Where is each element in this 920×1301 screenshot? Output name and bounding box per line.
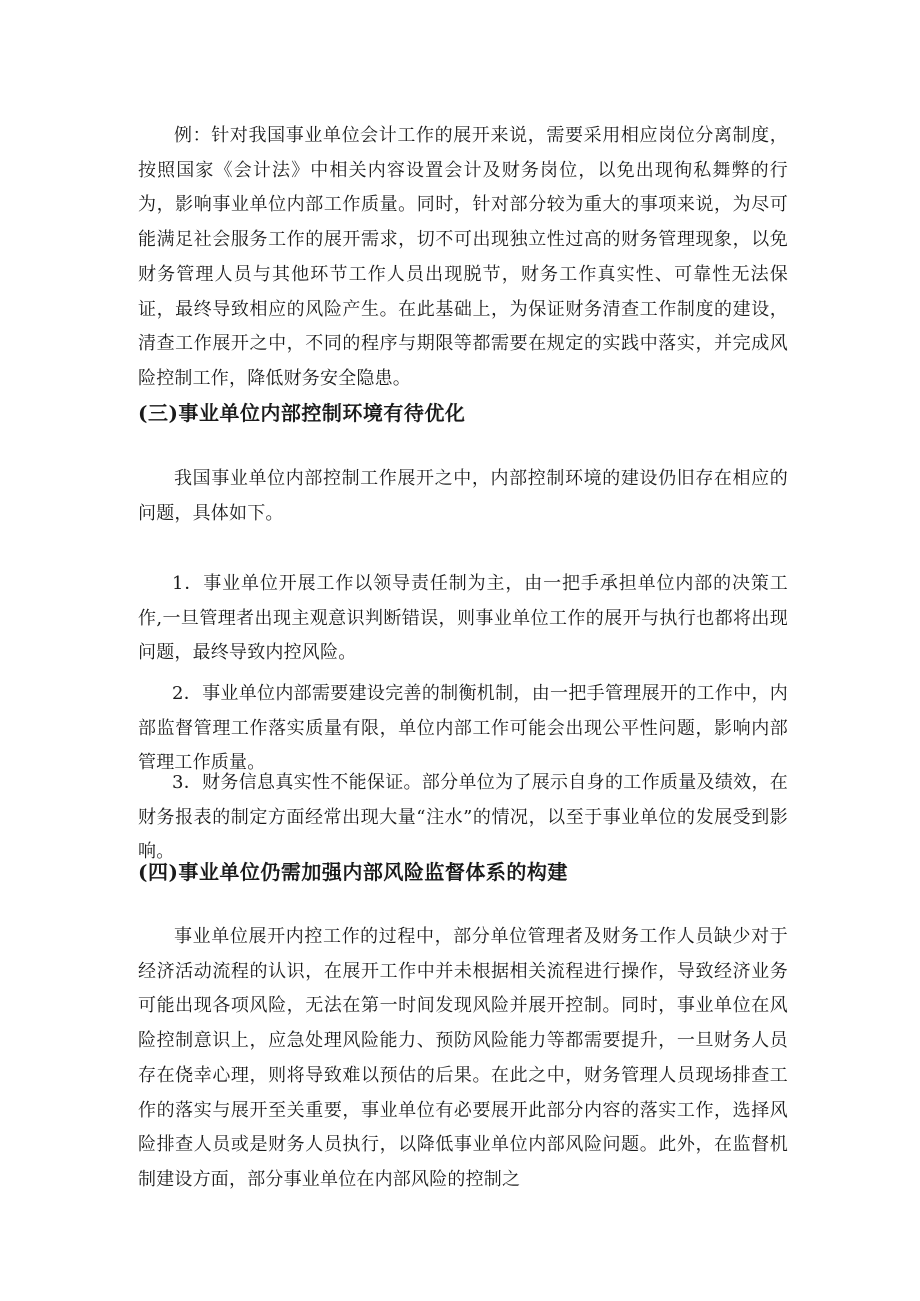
list-item-3: 3．财务信息真实性不能保证。部分单位为了展示自身的工作质量及绩效，在财务报表的制定方面经常出现大量“注水”的情况，以至于事业单位的发展受到影响。 [138,772,788,863]
list-item-1: 1．事业单位开展工作以领导责任制为主，由一把手承担单位内部的决策工作,一旦管理者出现主观意识判断错误，则事业单位工作的展开与执行也都将出现问题，最终导致内控风险。 [138,573,788,664]
section-heading-3: (三)事业单位内部控制环境有待优化 [138,401,466,425]
paragraph-separation-of-duties: 例：针对我国事业单位会计工作的展开来说，需要采用相应岗位分离制度，按照国家《会计法》中相关内容设置会计及财务岗位，以免出现徇私舞弊的行为，影响事业单位内部工作质量。同时，针对部分较为重大的事项来说，为尽可能满足社会服务工作的展开需求，切不可出现独立性过高的财务管理现象，以免财务管理人员与其他环节工作人员出现脱节，财务工作真实性、可靠性无法保证，最终导致相应的风险产生。在此基础上，为保证财务清查工作制度的建设，清查工作展开之中，不同的程序与期限等都需要在规定的实践中落实，并完成风险控制工作，降低财务安全隐患。 [138,125,788,389]
list-item-2: 2．事业单位内部需要建设完善的制衡机制，由一把手管理展开的工作中，内部监督管理工作落实质量有限，单位内部工作可能会出现公平性问题，影响内部管理工作质量。 [138,683,788,774]
paragraph-risk-supervision: 事业单位展开内控工作的过程中，部分单位管理者及财务工作人员缺少对于经济活动流程的认识，在展开工作中并未根据相关流程进行操作，导致经济业务可能出现各项风险，无法在第一时间发现风险并展开控制。同时，事业单位在风险控制意识上，应急处理风险能力、预防风险能力等都需要提升，一旦财务人员存在侥幸心理，则将导致难以预估的后果。在此之中，财务管理人员现场排查工作的落实与展开至关重要，事业单位有必要展开此部分内容的落实工作，选择风险排查人员或是财务人员执行，以降低事业单位内部风险问题。此外，在监督机制建设方面，部分事业单位在内部风险的控制之 [138,926,788,1190]
section-heading-4: (四)事业单位仍需加强内部风险监督体系的构建 [138,860,568,884]
paragraph-control-environment-intro: 我国事业单位内部控制工作展开之中，内部控制环境的建设仍旧存在相应的问题，具体如下。 [138,468,788,524]
